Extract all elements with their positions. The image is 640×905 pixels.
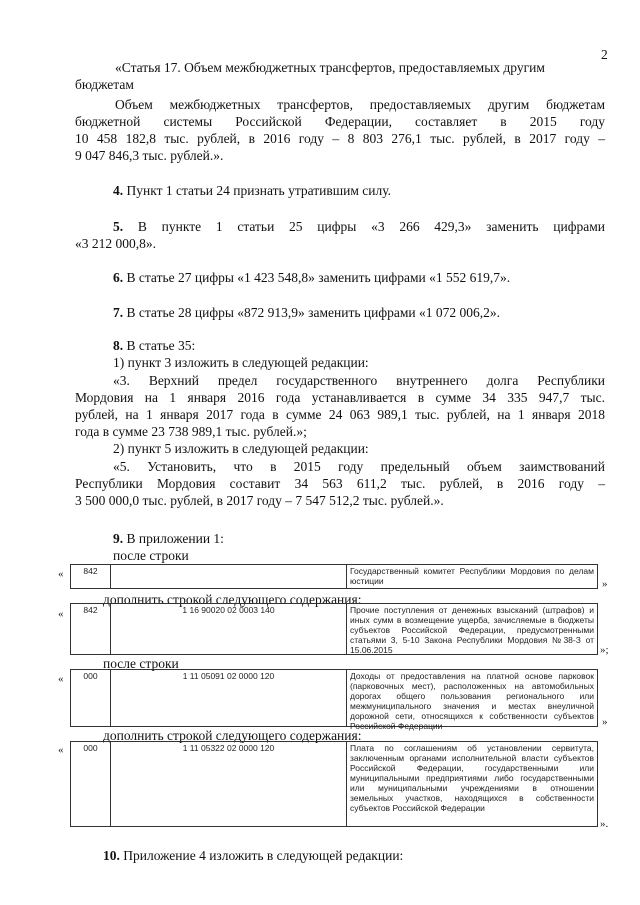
table-2-kbk: 1 16 90020 02 0003 140 bbox=[111, 604, 347, 654]
item-4-text: Пункт 1 статьи 24 признать утратившим силу. bbox=[123, 183, 392, 198]
table-3-kbk: 1 11 05091 02 0000 120 bbox=[111, 670, 347, 726]
item-7-text: В статье 28 цифры «872 913,9» заменить цифрами «1 072 006,2». bbox=[123, 305, 500, 320]
item-4 bbox=[113, 183, 391, 199]
item-8-quote1-line1: «3. Верхний предел государственного внутреннего долга Республики bbox=[113, 373, 605, 388]
table-1-code: 842 bbox=[71, 565, 111, 588]
article-17-body-line2: бюджетной системы Российской Федерации, составляет в 2015 году bbox=[75, 114, 605, 129]
item-5-number: 5. bbox=[113, 219, 124, 234]
item-10-number: 10. bbox=[103, 848, 120, 863]
table-1 bbox=[70, 564, 598, 589]
item-9 bbox=[113, 531, 224, 547]
item-6-text: В статье 27 цифры «1 423 548,8» заменить цифрами «1 552 619,7». bbox=[123, 270, 511, 285]
table-3-open-quote: « bbox=[58, 673, 64, 685]
item-10-text: Приложение 4 изложить в следующей редакции: bbox=[119, 848, 404, 863]
item-7 bbox=[113, 305, 500, 321]
table-4-kbk: 1 11 05322 02 0000 120 bbox=[111, 742, 347, 826]
article-17-heading-line1: «Статья 17. Объем межбюджетных трансфертов, предоставляемых другим bbox=[115, 60, 545, 75]
table-4-open-quote: « bbox=[58, 744, 64, 756]
item-8 bbox=[113, 338, 195, 354]
table-3-description: Доходы от предоставления на платной основе парковок (парковочных мест), расположенных на автомобильных дорогах общего пользования регионального или межмуниципального значения и местах внеуличной дорожной сети, относящихся к собственности субъектов Российской Федерации bbox=[350, 671, 594, 731]
table-4 bbox=[70, 741, 598, 827]
table-1-close-quote: » bbox=[602, 578, 608, 590]
table-2-close-quote: »; bbox=[600, 644, 609, 656]
item-10 bbox=[103, 848, 403, 864]
table-2-open-quote: « bbox=[58, 608, 64, 620]
table-1-description: Государственный комитет Республики Мордовия по делам юстиции bbox=[350, 566, 594, 586]
table-1-kbk bbox=[111, 565, 347, 588]
article-17-body-line3: 10 458 182,8 тыс. рублей, в 2016 году – 8 803 276,1 тыс. рублей, в 2017 году – bbox=[75, 131, 605, 146]
table-3 bbox=[70, 669, 598, 731]
table-2 bbox=[70, 603, 598, 655]
item-9-add-row-2: дополнить строкой следующего содержания: bbox=[103, 728, 362, 743]
article-17-body-line1: Объем межбюджетных трансфертов, предоставляемых другим бюджетам bbox=[115, 97, 605, 112]
table-4-description: Плата по соглашениям об установлении сервитута, заключенным органами исполнительной власти субъектов Российской Федерации, государственными или муниципальными предприятиями либо государственными или муниципальными учреждениями в отношении земельных участков, находящихся в собственности субъектов Российской Федерации bbox=[350, 743, 594, 813]
item-9-after-row-2: после строки bbox=[103, 656, 179, 671]
item-6 bbox=[113, 270, 510, 286]
table-4-close-quote: ». bbox=[600, 818, 609, 830]
item-8-quote1-line3: рублей, на 1 января 2017 года в сумме 24 063 989,1 тыс. рублей, на 1 января 2018 bbox=[75, 407, 605, 422]
item-4-number: 4. bbox=[113, 183, 124, 198]
item-9-number: 9. bbox=[113, 531, 124, 546]
item-8-quote2-line2: Республики Мордовия составит 34 563 611,2 тыс. рублей, в 2016 году – bbox=[75, 476, 605, 491]
article-17-body-line4: 9 047 846,3 тыс. рублей.». bbox=[75, 148, 224, 163]
table-3-close-quote: » bbox=[602, 716, 608, 728]
item-9-add-row-1: дополнить строкой следующего содержания: bbox=[103, 592, 362, 607]
item-5-line1 bbox=[113, 219, 605, 235]
item-5-line2: «3 212 000,8». bbox=[75, 236, 156, 251]
item-8-quote2-line1: «5. Установить, что в 2015 году предельный объем заимствований bbox=[113, 459, 605, 474]
item-6-number: 6. bbox=[113, 270, 124, 285]
item-8-quote2-line3: 3 500 000,0 тыс. рублей, в 2017 году – 7 547 512,2 тыс. рублей.». bbox=[75, 493, 444, 508]
table-2-description: Прочие поступления от денежных взысканий (штрафов) и иных сумм в возмещение ущерба, зачисляемые в бюджеты субъектов Российской Федерации, предусмотренными статьями 3, 5-10 Закона Республики Мордовия №38-З от 15.06.2015 bbox=[350, 605, 594, 655]
item-8-quote1-line2: Мордовия на 1 января 2016 года устанавливается в сумме 34 335 947,7 тыс. bbox=[75, 390, 605, 405]
item-8-quote1-line4: года в сумме 23 738 989,1 тыс. рублей.»; bbox=[75, 424, 307, 439]
table-2-code: 842 bbox=[71, 604, 111, 654]
item-8-text: В статье 35: bbox=[123, 338, 196, 353]
item-9-text: В приложении 1: bbox=[123, 531, 224, 546]
item-8-sub2: 2) пункт 5 изложить в следующей редакции: bbox=[113, 441, 369, 456]
item-8-sub1: 1) пункт 3 изложить в следующей редакции: bbox=[113, 355, 369, 370]
item-7-number: 7. bbox=[113, 305, 124, 320]
table-1-open-quote: « bbox=[58, 568, 64, 580]
item-9-after-row-1: после строки bbox=[113, 548, 189, 563]
table-3-code: 000 bbox=[71, 670, 111, 726]
item-8-number: 8. bbox=[113, 338, 124, 353]
article-17-heading-line2: бюджетам bbox=[75, 77, 134, 92]
item-5-text: В пункте 1 статьи 25 цифры «3 266 429,3» заменить цифрами bbox=[123, 219, 605, 234]
page-number: 2 bbox=[601, 47, 608, 62]
table-4-code: 000 bbox=[71, 742, 111, 826]
